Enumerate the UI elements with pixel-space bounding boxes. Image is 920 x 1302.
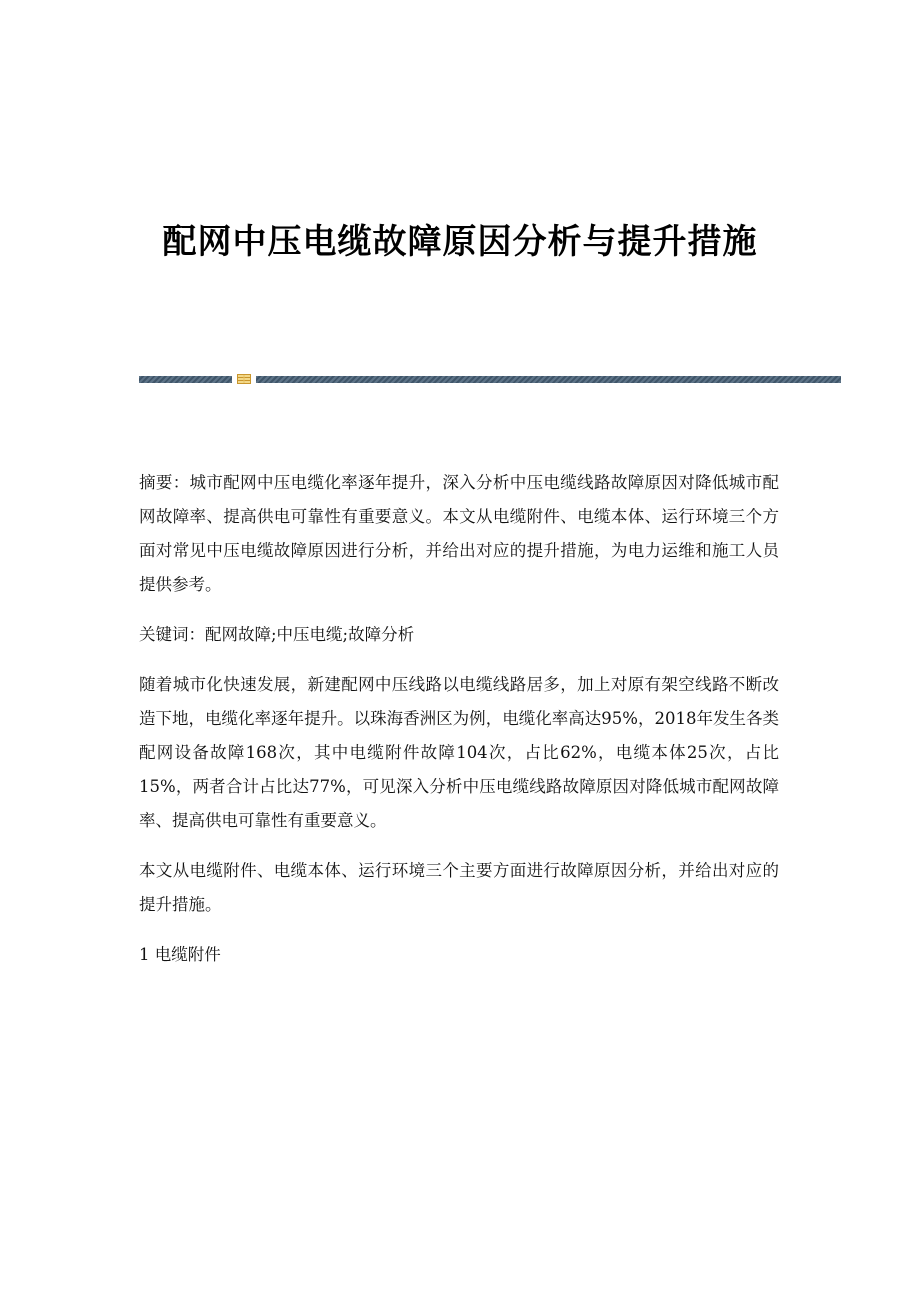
ornament-icon (237, 374, 251, 384)
divider-bar-left (139, 376, 232, 383)
document-title: 配网中压电缆故障原因分析与提升措施 (162, 222, 758, 262)
abstract-paragraph: 摘要：城市配网中压电缆化率逐年提升，深入分析中压电缆线路故障原因对降低城市配网故障率、提高供电可靠性有重要意义。本文从电缆附件、电缆本体、运行环境三个方面对常见中压电缆故障原因进行分析，并给出对应的提升措施，为电力运维和施工人员提供参考。 (139, 473, 779, 594)
section-heading: 1 电缆附件 (139, 945, 221, 964)
title-divider (139, 374, 841, 384)
divider-bar-right (256, 376, 841, 383)
document-body (139, 466, 779, 988)
keywords-paragraph: 关键词：配网故障;中压电缆;故障分析 (139, 625, 415, 644)
body-paragraph: 随着城市化快速发展，新建配网中压线路以电缆线路居多，加上对原有架空线路不断改造下地，电缆化率逐年提升。以珠海香洲区为例，电缆化率高达95%，2018年发生各类配网设备故障168次，其中电缆附件故障104次，占比62%，电缆本体25次，占比15%，两者合计占比达77%，可见深入分析中压电缆线路故障原因对降低城市配网故障率、提高供电可靠性有重要意义。 (139, 675, 779, 830)
body-paragraph: 本文从电缆附件、电缆本体、运行环境三个主要方面进行故障原因分析，并给出对应的提升措施。 (139, 861, 779, 914)
